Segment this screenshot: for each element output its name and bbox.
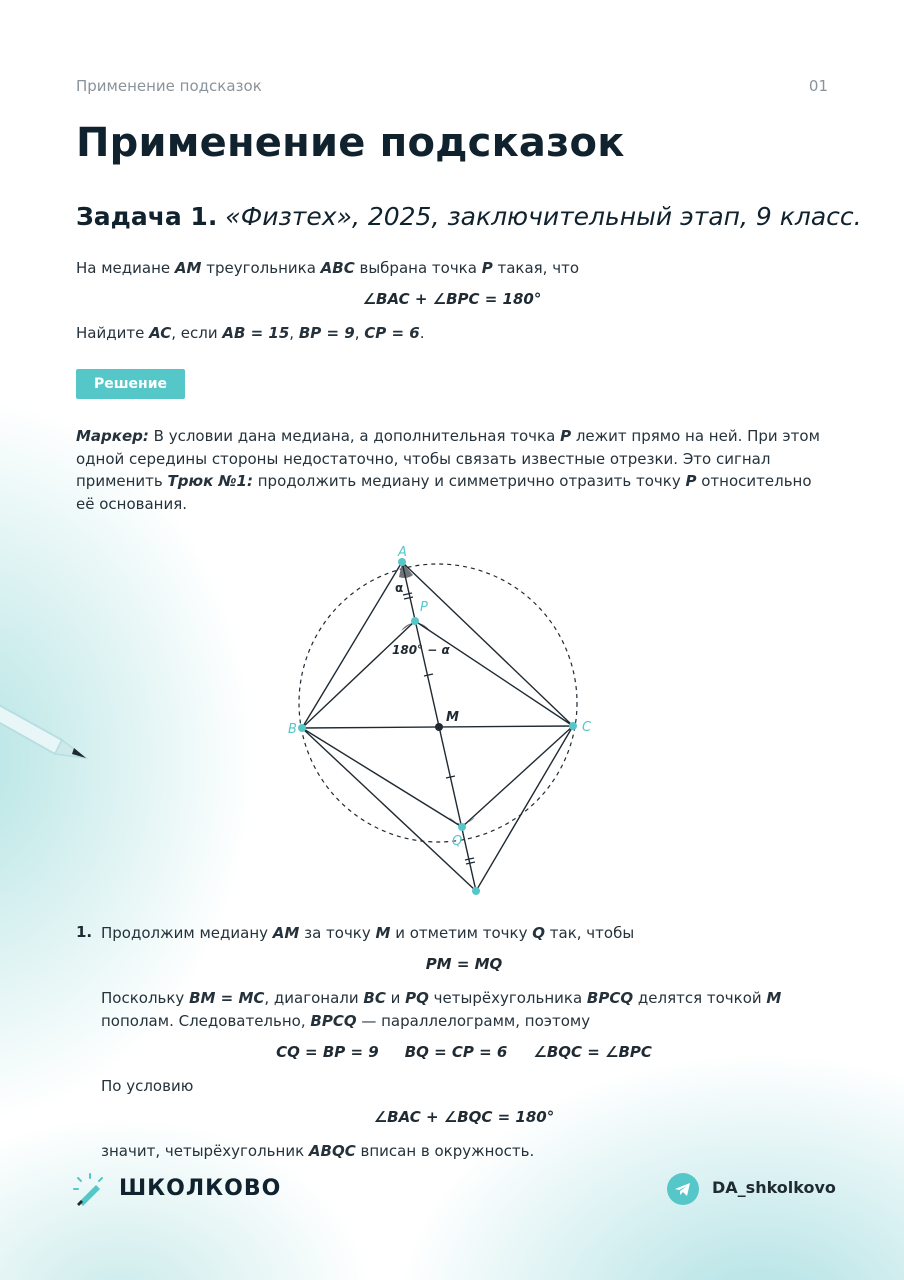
- label-a: A: [398, 545, 407, 560]
- text: пополам. Следовательно,: [101, 1012, 311, 1030]
- math: M: [766, 989, 782, 1007]
- segment-c-end: [476, 726, 573, 891]
- text: треугольника: [201, 259, 321, 277]
- math: M: [375, 924, 391, 942]
- point-end: [472, 887, 480, 895]
- formula-part: CQ = BP = 9: [276, 1043, 379, 1061]
- text: так, чтобы: [545, 924, 635, 942]
- step-number: 1.: [76, 923, 93, 941]
- label-b: B: [288, 722, 297, 737]
- label-alpha: α: [395, 581, 404, 595]
- math: PQ: [405, 989, 429, 1007]
- text: ,: [289, 324, 299, 342]
- math: AM: [272, 924, 300, 942]
- step-1-formula-1: PM = MQ: [425, 955, 503, 973]
- text: значит, четырёхугольник: [101, 1142, 309, 1160]
- label-m: M: [446, 710, 459, 725]
- math: Q: [532, 924, 546, 942]
- label-p: P: [420, 600, 428, 615]
- math: BP = 9: [298, 324, 355, 342]
- math: AB = 15: [222, 324, 290, 342]
- math: BPCQ: [310, 1012, 357, 1030]
- text: , диагонали: [264, 989, 364, 1007]
- text: выбрана точка: [354, 259, 482, 277]
- segment-bp: [302, 621, 415, 728]
- circumcircle: [299, 564, 577, 842]
- telegram-handle[interactable]: DA_shkolkovo: [712, 1178, 836, 1197]
- formula-part: ∠BQC = ∠BPC: [533, 1043, 652, 1061]
- math: P: [685, 472, 697, 490]
- math: CP = 6: [364, 324, 420, 342]
- label-angle-p: 180° − α: [392, 643, 450, 657]
- running-header: Применение подсказок: [76, 77, 262, 95]
- math: BM = MC: [189, 989, 265, 1007]
- text: такая, что: [492, 259, 579, 277]
- text: В условии дана медиана, а дополнительная точка: [148, 427, 561, 445]
- brand-logo-icon: [72, 1172, 108, 1206]
- math: ABC: [320, 259, 355, 277]
- point-b: [298, 724, 306, 732]
- step-1-formula-2: [0, 1043, 904, 1061]
- page-title: Применение подсказок: [76, 120, 625, 166]
- math: P: [481, 259, 493, 277]
- point-m: [435, 723, 443, 731]
- step-1-line-4: По условию: [101, 1077, 194, 1095]
- math: AM: [174, 259, 202, 277]
- math: P: [560, 427, 572, 445]
- solution-button[interactable]: Решение: [76, 369, 185, 399]
- math: BC: [363, 989, 386, 1007]
- telegram-icon[interactable]: [667, 1173, 699, 1205]
- statement-line-3: [76, 322, 425, 345]
- task-heading: [76, 202, 862, 231]
- text: — параллелограмм, поэтому: [356, 1012, 591, 1030]
- text: Продолжим медиану: [101, 924, 273, 942]
- trick-label: Трюк №1:: [167, 472, 253, 490]
- formula-part: BQ = CP = 6: [404, 1043, 508, 1061]
- page-number: 01: [808, 77, 828, 95]
- text: вписан в окружность.: [355, 1142, 535, 1160]
- text: ,: [354, 324, 365, 342]
- math: BPCQ: [586, 989, 634, 1007]
- segment-cp: [415, 621, 573, 726]
- text: относительно её основания.: [76, 472, 812, 513]
- text: продолжить медиану и симметрично отразить точку: [252, 472, 686, 490]
- text: На медиане: [76, 259, 175, 277]
- statement-formula: ∠BAC + ∠BPC = 180°: [362, 290, 542, 308]
- text: Найдите: [76, 324, 150, 342]
- segment-cq: [462, 726, 573, 827]
- marker-label: Маркер:: [76, 427, 149, 445]
- text: .: [419, 324, 425, 342]
- math: ABQC: [308, 1142, 356, 1160]
- point-p: [411, 617, 419, 625]
- label-q: Q: [452, 834, 463, 849]
- marker-paragraph: [76, 425, 828, 515]
- pen-decoration: [0, 680, 100, 790]
- math: AC: [149, 324, 172, 342]
- step-1-formula-3: ∠BAC + ∠BQC = 180°: [373, 1108, 555, 1126]
- segment-ab: [302, 562, 402, 728]
- task-source: «Физтех», 2025, заключительный этап, 9 класс.: [225, 202, 862, 231]
- step-1-line-5: [101, 1140, 534, 1163]
- label-c: C: [582, 720, 592, 735]
- text: четырёхугольника: [428, 989, 587, 1007]
- text: Поскольку: [101, 989, 190, 1007]
- text: и отметим точку: [390, 924, 533, 942]
- step-1-line-3: [101, 1010, 590, 1033]
- text: , если: [171, 324, 223, 342]
- statement-line-1: [76, 257, 579, 280]
- brand-name: ШКОЛКОВО: [119, 1176, 282, 1201]
- text: и: [385, 989, 406, 1007]
- step-1-line-2: [101, 987, 781, 1010]
- text: за точку: [299, 924, 376, 942]
- point-c: [569, 722, 577, 730]
- task-label: Задача 1.: [76, 202, 218, 231]
- text: лежит прямо на ней. При этом одной середины стороны недостаточно, чтобы связать известные отрезки. Это сигнал применить: [76, 427, 820, 490]
- geometry-figure: [260, 535, 620, 905]
- segment-bq: [302, 728, 462, 827]
- step-1-line-1: [101, 922, 634, 945]
- text: делятся точкой: [633, 989, 767, 1007]
- point-q: [458, 823, 466, 831]
- segment-b-end: [302, 728, 476, 891]
